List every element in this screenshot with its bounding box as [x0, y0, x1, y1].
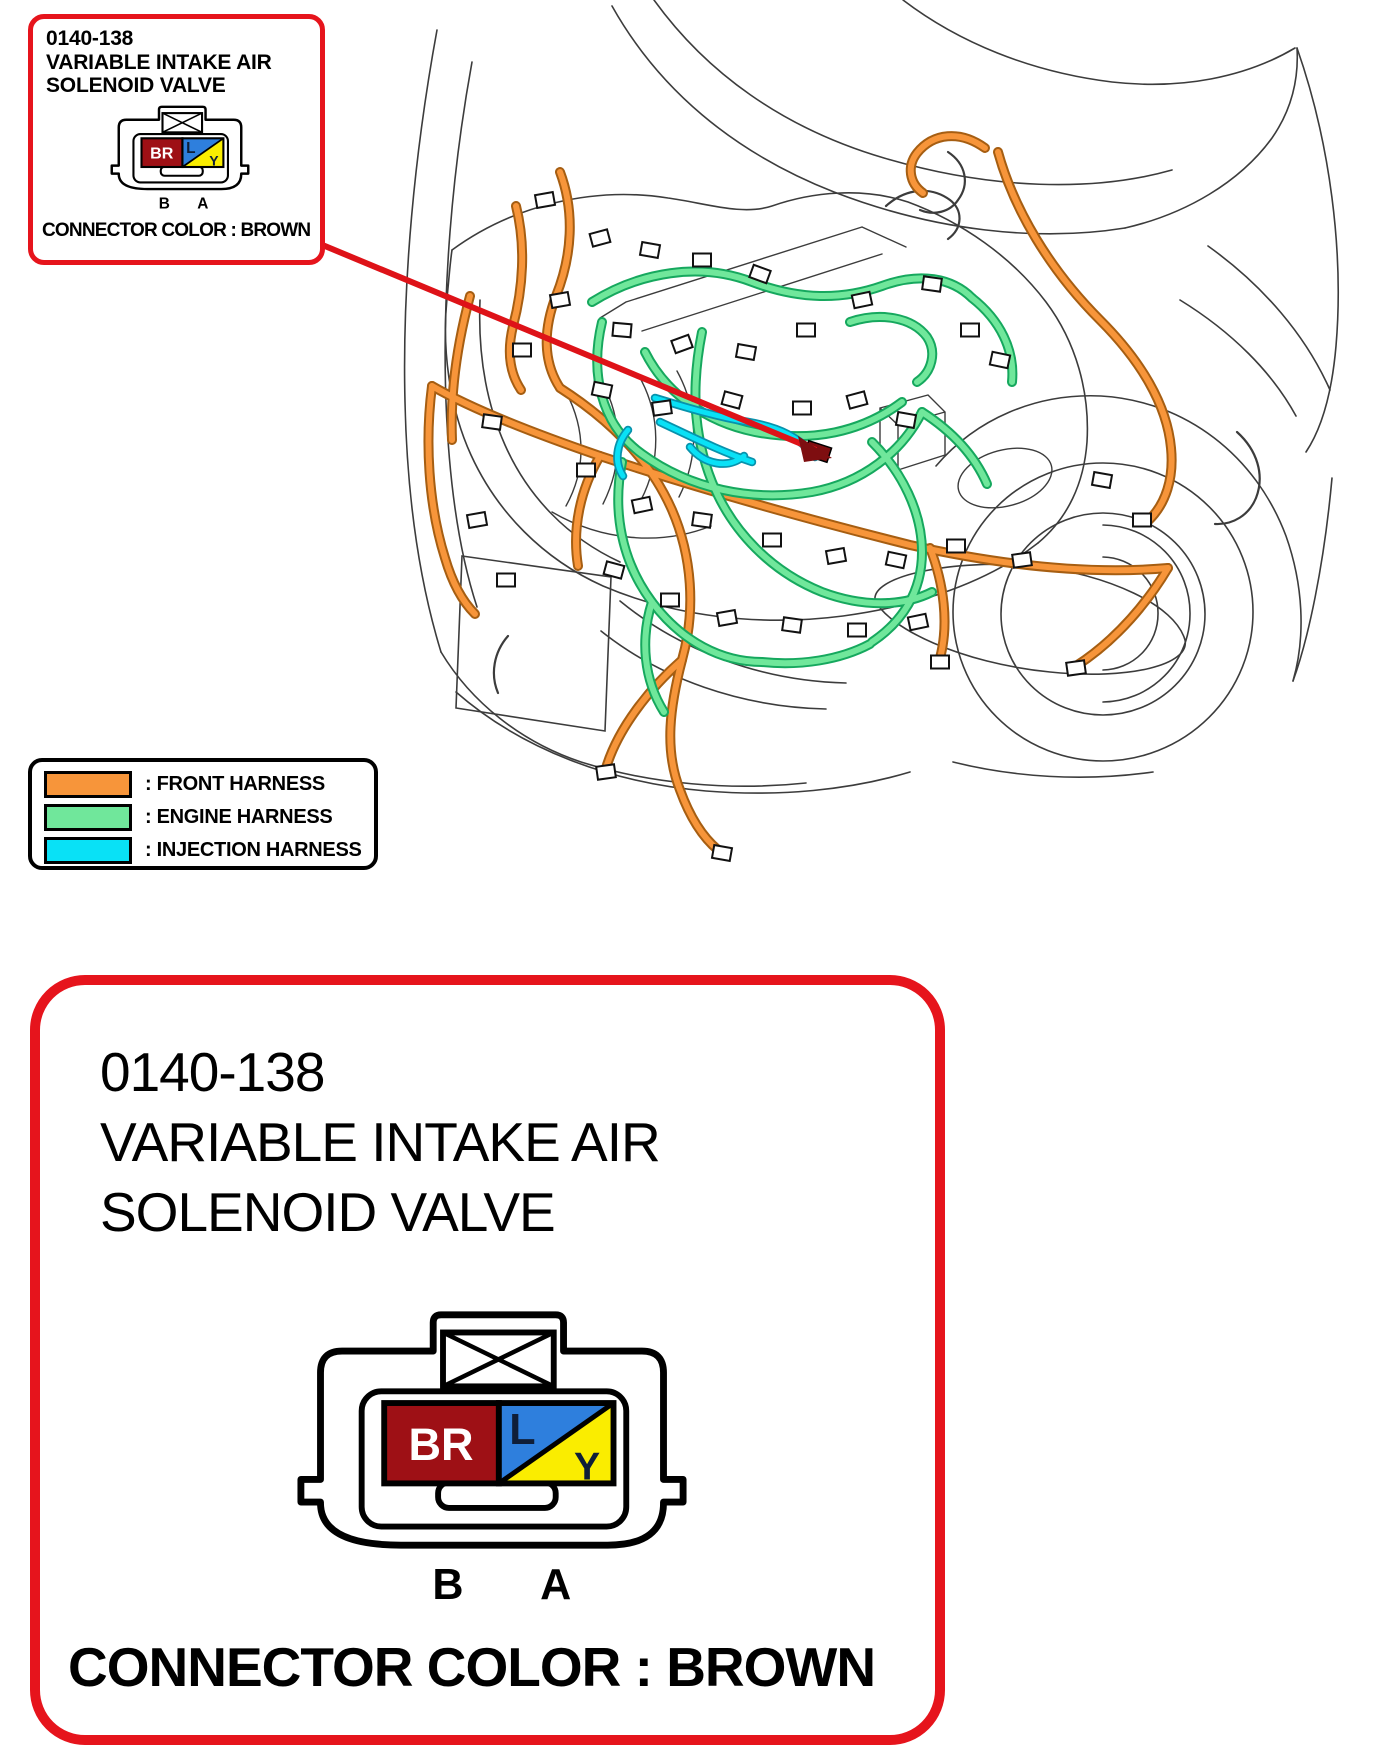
legend-item-front-harness: [44, 770, 364, 799]
legend-item-engine-harness: [44, 803, 364, 832]
device-name-line2: SOLENOID VALVE: [46, 74, 226, 97]
legend-swatch-injection-harness: [44, 837, 132, 864]
terminal-label-a: A: [539, 1561, 571, 1610]
callout-title-small: [46, 27, 314, 98]
pin-a-wire-code-top: L: [508, 1406, 536, 1455]
connector-face-diagram-large: [296, 1307, 688, 1611]
connector-id: 0140-138: [100, 1041, 325, 1103]
legend-label-injection-harness: : INJECTION HARNESS: [145, 839, 362, 861]
pin-a-wire-code-top: L: [186, 139, 196, 157]
connector-callout-large: [30, 975, 945, 1745]
connector-face-diagram-small: [110, 104, 250, 213]
connector-id: 0140-138: [46, 27, 134, 50]
pin-a-wire-code-bottom: Y: [209, 152, 219, 169]
device-name-line1: VARIABLE INTAKE AIR: [46, 50, 272, 74]
connector-color-note: CONNECTOR COLOR : BROWN: [42, 220, 311, 241]
terminal-label-b: B: [431, 1561, 463, 1610]
legend-item-injection-harness: [44, 836, 364, 865]
connector-callout-small: [28, 14, 325, 265]
car-body-outline: [405, 0, 1339, 793]
device-name-line2: SOLENOID VALVE: [100, 1181, 555, 1243]
terminal-label-a: A: [197, 194, 209, 212]
legend-label-engine-harness: : ENGINE HARNESS: [145, 806, 333, 828]
legend-label-front-harness: : FRONT HARNESS: [145, 773, 325, 795]
engine-harness-paths: [592, 272, 1012, 712]
pin-b-wire-code: BR: [150, 144, 174, 163]
connector-color-note: CONNECTOR COLOR : BROWN: [68, 1635, 876, 1698]
device-name-line1: VARIABLE INTAKE AIR: [100, 1111, 660, 1173]
pin-b-wire-code: BR: [407, 1418, 474, 1470]
legend-swatch-front-harness: [44, 771, 132, 798]
pin-a-wire-code-bottom: Y: [573, 1445, 600, 1489]
legend-swatch-engine-harness: [44, 804, 132, 831]
terminal-label-b: B: [158, 194, 170, 212]
callout-title-large: [100, 1037, 915, 1247]
harness-color-legend: [28, 758, 378, 870]
